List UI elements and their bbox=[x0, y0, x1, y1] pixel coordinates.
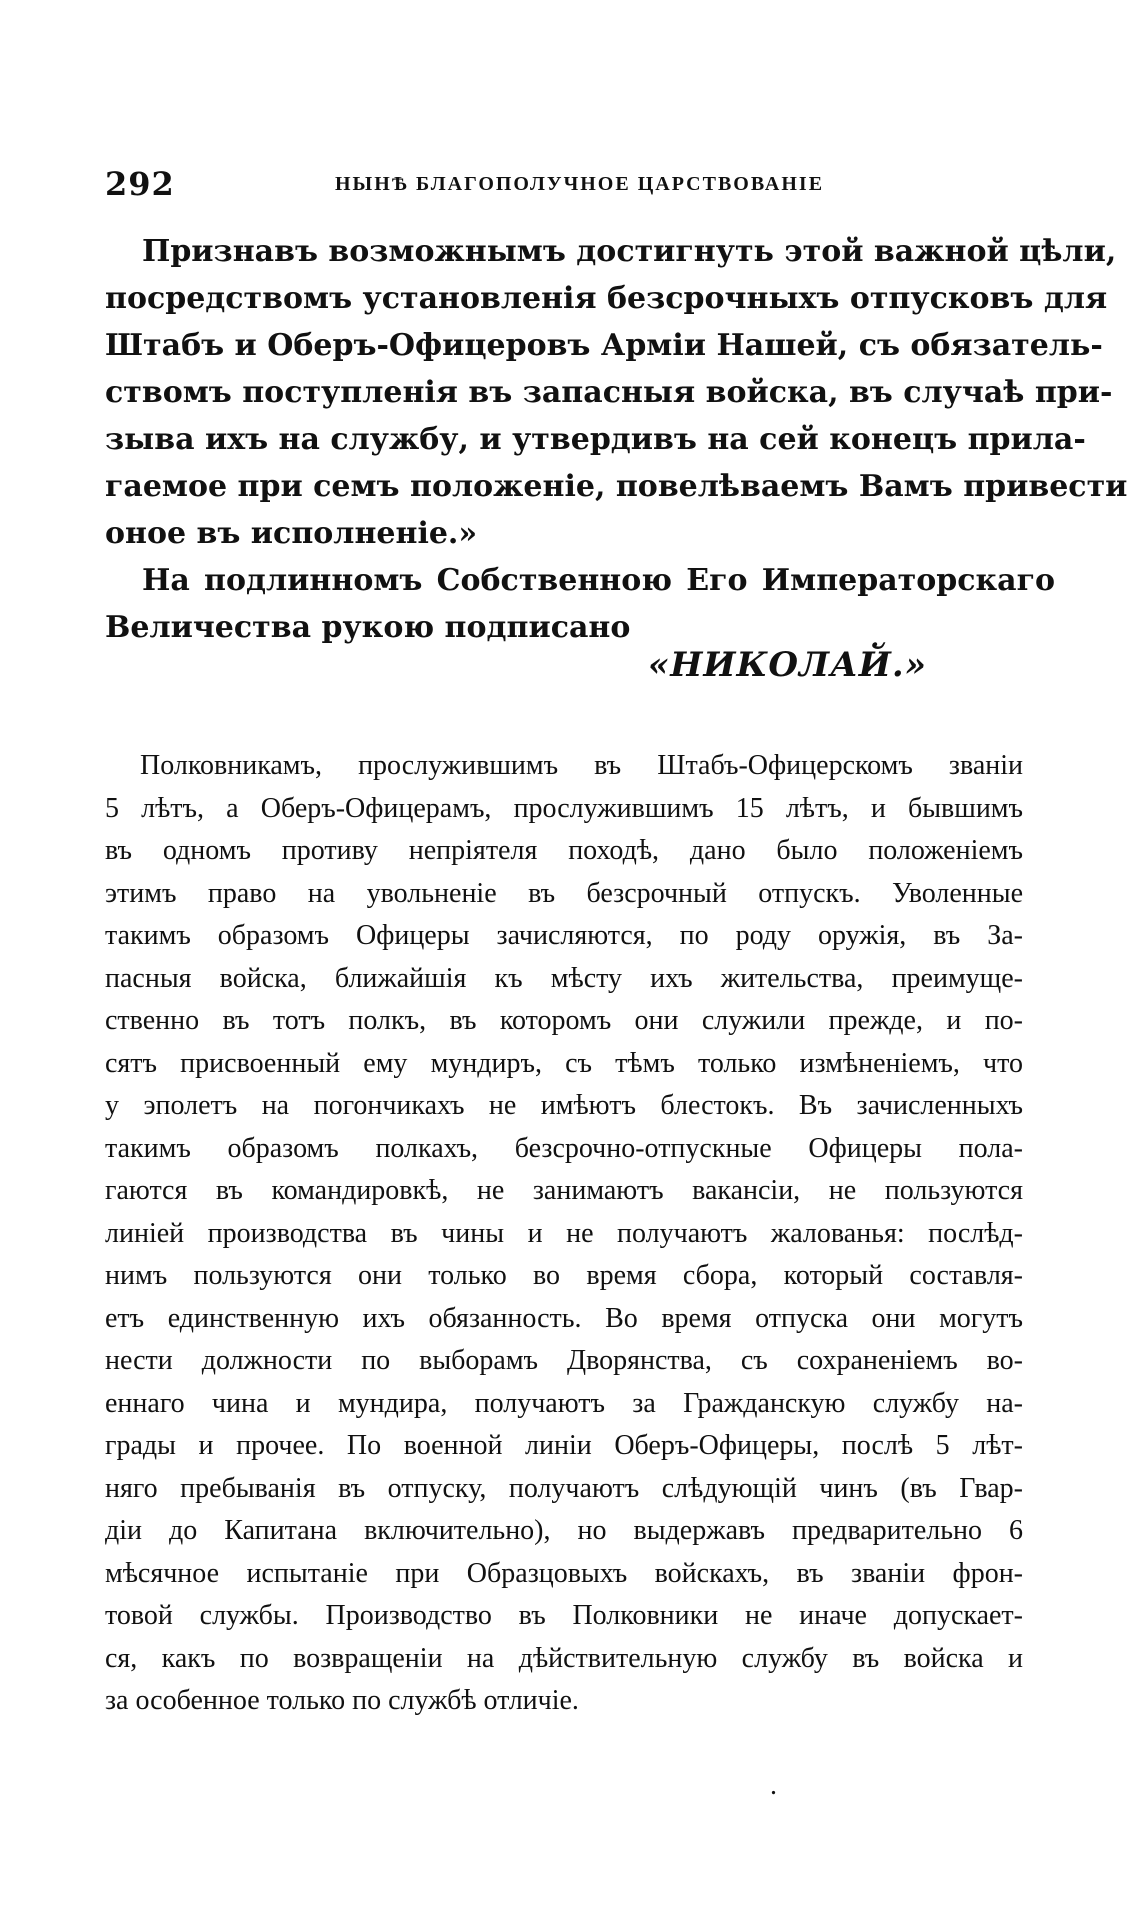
signature: «НИКОЛАЙ.» bbox=[648, 645, 928, 685]
decree-line: Штабъ и Оберъ-Офицеровъ Арміи Нашей, съ обязатель- bbox=[105, 328, 1103, 363]
running-head: НЫНѢ БЛАГОПОЛУЧНОЕ ЦАРСТВОВАНІЕ bbox=[335, 173, 825, 195]
note-line: ся, какъ по возвращеніи на дѣйствительную службу въ войска и bbox=[105, 1642, 1023, 1674]
note-line: такимъ образомъ Офицеры зачисляются, по роду оружія, въ За- bbox=[105, 920, 1023, 951]
note-line: еннаго чина и мундира, получаютъ за Гражданскую службу на- bbox=[105, 1387, 1023, 1419]
note-line: діи до Капитана включительно), но выдержавъ предварительно 6 bbox=[105, 1515, 1023, 1546]
note-line: няго пребыванія въ отпуску, получаютъ слѣдующій чинъ (въ Гвар- bbox=[105, 1472, 1023, 1504]
note-line: за особенное только по службѣ отличіе. bbox=[105, 1685, 579, 1716]
trailing-mark: . bbox=[770, 1770, 777, 1801]
decree-line: На подлинномъ Собственною Его Императорскаго bbox=[142, 563, 1055, 598]
note-line: гаются въ командировкѣ, не занимаютъ вакансіи, не пользуются bbox=[105, 1175, 1023, 1206]
note-line: нести должности по выборамъ Дворянства, съ сохраненіемъ во- bbox=[105, 1345, 1023, 1376]
note-line: нимъ пользуются они только во время сбора, который составля- bbox=[105, 1260, 1023, 1291]
note-line: мѣсячное испытаніе при Образцовыхъ войскахъ, въ званіи фрон- bbox=[105, 1557, 1023, 1589]
decree-line: гаемое при семъ положеніе, повелѣваемъ Вамъ привести bbox=[105, 469, 1128, 504]
note-line: этимъ право на увольненіе въ безсрочный отпускъ. Уволенные bbox=[105, 877, 1023, 909]
note-line: въ одномъ противу непріятеля походѣ, дано было положеніемъ bbox=[105, 835, 1023, 866]
note-line: етъ единственную ихъ обязанность. Во время отпуска они могутъ bbox=[105, 1302, 1023, 1334]
decree-line: оное въ исполненіе.» bbox=[105, 516, 478, 551]
note-line: сятъ присвоенный ему мундиръ, съ тѣмъ только измѣненіемъ, что bbox=[105, 1047, 1023, 1079]
decree-line: посредствомъ установленія безсрочныхъ отпусковъ для bbox=[105, 281, 1108, 316]
note-line: ственно въ тотъ полкъ, въ которомъ они служили прежде, и по- bbox=[105, 1005, 1023, 1036]
decree-line: ствомъ поступленія въ запасныя войска, въ случаѣ при- bbox=[105, 375, 1113, 410]
note-line: 5 лѣтъ, а Оберъ-Офицерамъ, прослужившимъ 15 лѣтъ, и бывшимъ bbox=[105, 792, 1023, 824]
note-line: у эполетъ на погончикахъ не имѣютъ блестокъ. Въ зачисленныхъ bbox=[105, 1090, 1023, 1121]
page-header bbox=[105, 165, 1055, 205]
page-number: 292 bbox=[105, 165, 175, 203]
note-line: грады и прочее. По военной линіи Оберъ-Офицеры, послѣ 5 лѣт- bbox=[105, 1430, 1023, 1461]
note-line: товой службы. Производство въ Полковники не иначе допускает- bbox=[105, 1600, 1023, 1631]
note-line: пасныя войска, ближайшія къ мѣсту ихъ жительства, преимуще- bbox=[105, 962, 1023, 994]
decree-line: Величества рукою подписано bbox=[105, 610, 631, 645]
note-line: такимъ образомъ полкахъ, безсрочно-отпускные Офицеры пола- bbox=[105, 1132, 1023, 1164]
note-line: Полковникамъ, прослужившимъ въ Штабъ-Офицерскомъ званіи bbox=[140, 750, 1023, 781]
decree-text bbox=[105, 228, 1128, 651]
decree-line: зыва ихъ на службу, и утвердивъ на сей конецъ прила- bbox=[105, 422, 1086, 457]
decree-line: Признавъ возможнымъ достигнуть этой важной цѣли, bbox=[142, 234, 1117, 269]
footnote-text bbox=[105, 745, 1023, 1723]
note-line: линіей производства въ чины и не получаютъ жалованья: послѣд- bbox=[105, 1217, 1023, 1249]
